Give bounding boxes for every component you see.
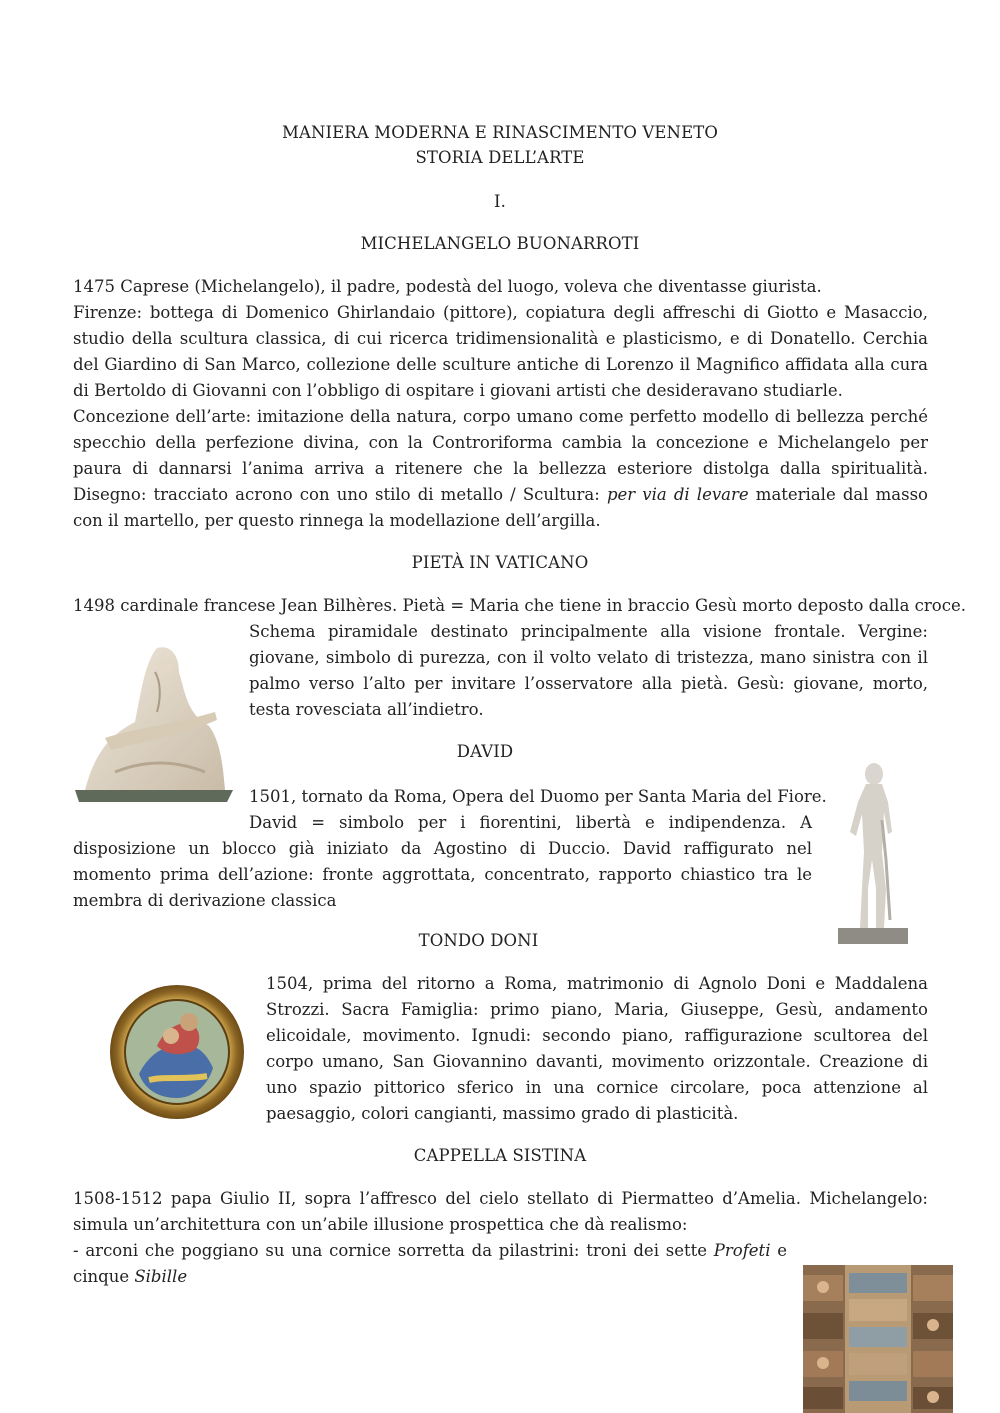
bullet-text-a: - arconi che poggiano su una cornice sorretta da pilastrini: troni dei sette xyxy=(73,1241,714,1260)
david-statue-image xyxy=(838,760,908,944)
concept-text-a: Concezione dell’arte: imitazione della natura, corpo umano come perfetto modello di bellezza perché specchio della perfezione divina, con la Controriforma cambia la concezione e Michelangelo per paura di dannarsi l’anima arriva a ritenere che la bellezza esteriore distolga dalla spiritualità. Disegno: tracciato acrono con uno stilo di metallo / Scultura: xyxy=(73,407,928,504)
sistina-bullet-line-2 xyxy=(73,1264,187,1290)
sistina-bullet-line-1 xyxy=(73,1238,787,1264)
david-line-2: David = simbolo per i fiorentini, libertà e indipendenza. A xyxy=(249,813,812,832)
tondo-description: 1504, prima del ritorno a Roma, matrimonio di Agnolo Doni e Maddalena Strozzi. Sacra Famiglia: primo piano, Maria, Giuseppe, Gesù, andamento elicoidale, movimento. Ignudi: secondo piano, raffigurazione scultorea del corpo umano, San Giovannino davanti, movimento orizzontale. Creazione di uno spazio pittorico sferico in una cornice circolare, poca attenzione al paesaggio, colori cangianti, massimo grado di plasticità. xyxy=(266,974,928,1123)
heading-michelangelo: MICHELANGELO BUONARROTI xyxy=(360,234,640,253)
heading-cappella-sistina: CAPPELLA SISTINA xyxy=(413,1146,587,1165)
michelangelo-florence-paragraph: Firenze: bottega di Domenico Ghirlandaio (pittore), copiatura degli affreschi di Giotto e Masaccio, studio della scultura classica, di cui ricerca tridimensionalità e plasticismo, e di Donatello. Cerchia del Giardino di San Marco, collezione delle sculture antiche di Lorenzo il Magnifico affidata alla cura di Bertoldo di Giovanni con l’obbligo di ospitare i giovani artisti che desideravano studiarle. xyxy=(73,303,928,400)
david-description: disposizione un blocco già iniziato da Agostino di Duccio. David raffigurato nel momento prima dell’azione: fronte aggrottata, concentrato, rapporto chiastico tra le membra di derivazione classica xyxy=(73,839,812,910)
heading-tondo-doni: TONDO DONI xyxy=(418,931,539,950)
heading-david: DAVID xyxy=(456,742,514,761)
concept-text-b: materiale dal masso con il martello, per questo rinnega la modellazione dell’argilla. xyxy=(73,485,928,530)
tondo-doni-image xyxy=(109,984,245,1120)
bullet-text-b: e xyxy=(770,1241,787,1260)
pieta-sculpture-image xyxy=(75,642,233,802)
chapter-number: I. xyxy=(494,192,506,211)
pieta-intro-line: 1498 cardinale francese Jean Bilhères. Pietà = Maria che tiene in braccio Gesù morto deposto dalla croce. xyxy=(73,596,966,615)
heading-pieta: PIETÀ IN VATICANO xyxy=(411,553,589,572)
sistine-ceiling-image xyxy=(803,1265,953,1413)
michelangelo-birth-line: 1475 Caprese (Michelangelo), il padre, podestà del luogo, voleva che diventasse giurista. xyxy=(73,277,822,296)
bullet-italic-sibille: Sibille xyxy=(134,1267,188,1286)
document-subtitle: STORIA DELL’ARTE xyxy=(415,148,585,167)
concept-italic: per via di levare xyxy=(606,485,749,504)
bullet-italic-profeti: Profeti xyxy=(713,1241,771,1260)
sistina-description: 1508-1512 papa Giulio II, sopra l’affresco del cielo stellato di Piermatteo d’Amelia. Michelangelo: simula un’architettura con un’abile illusione prospettica che dà realismo: xyxy=(73,1189,928,1234)
pieta-description: Schema piramidale destinato principalmente alla visione frontale. Vergine: giovane, simbolo di purezza, con il volto velato di tristezza, mano sinistra con il palmo verso l’alto per invitare l’osservatore alla pietà. Gesù: giovane, morto, testa rovesciata all’indietro. xyxy=(249,622,928,719)
bullet-text-c: cinque xyxy=(73,1267,135,1286)
david-line-1: 1501, tornato da Roma, Opera del Duomo per Santa Maria del Fiore. xyxy=(249,787,827,806)
michelangelo-concept-paragraph xyxy=(73,404,928,534)
document-title: MANIERA MODERNA E RINASCIMENTO VENETO xyxy=(282,123,718,142)
